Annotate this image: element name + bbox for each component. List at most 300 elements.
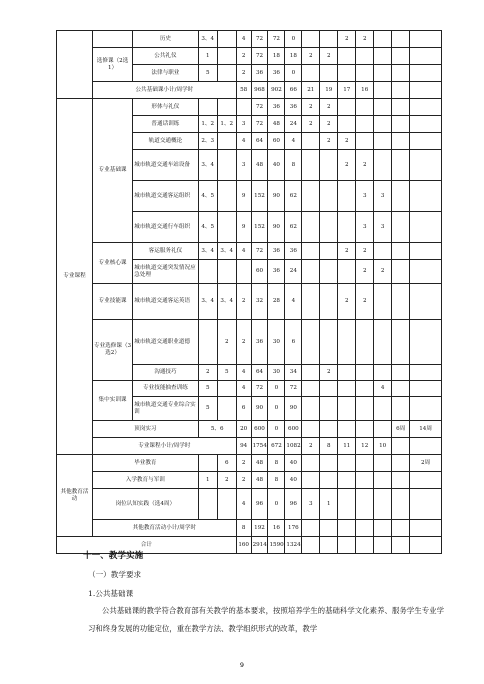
table-cell: 2	[374, 260, 392, 284]
table-cell	[374, 31, 392, 48]
table-cell: 32	[251, 284, 268, 320]
table-cell: 14周	[410, 421, 442, 438]
group-label: 其他教育活动	[57, 455, 93, 537]
group-label: 专业选修课（3选2）	[92, 320, 132, 381]
table-cell: 5	[217, 365, 236, 381]
table-cell	[374, 284, 392, 320]
table-cell: 90	[251, 397, 268, 421]
table-cell	[392, 133, 410, 150]
table-cell	[392, 48, 410, 65]
table-cell: 0	[268, 421, 285, 438]
table-cell	[338, 489, 356, 520]
table-cell	[338, 365, 356, 381]
table-cell	[392, 260, 410, 284]
table-cell	[302, 65, 320, 82]
table-cell	[410, 181, 442, 212]
table-cell	[410, 489, 442, 520]
table-cell: 2	[302, 116, 320, 133]
table-cell	[374, 455, 392, 472]
table-cell	[302, 520, 320, 537]
table-cell: 672	[268, 438, 285, 455]
table-cell: 64	[251, 365, 268, 381]
table-cell: 3、4	[217, 284, 236, 320]
table-cell	[356, 365, 374, 381]
table-cell	[374, 472, 392, 489]
course-name: 形体与礼仪	[133, 99, 199, 116]
table-cell	[302, 284, 320, 320]
table-cell: 2	[338, 243, 356, 260]
table-cell: 2	[236, 455, 251, 472]
table-cell: 40	[285, 472, 302, 489]
table-cell: 72	[268, 31, 285, 48]
table-cell: 9	[236, 212, 251, 243]
table-cell	[302, 421, 320, 438]
table-cell	[410, 48, 442, 65]
table-cell: 3	[356, 212, 374, 243]
table-cell: 0	[285, 31, 302, 48]
group-label: 专业核心课	[92, 243, 132, 284]
table-cell	[338, 472, 356, 489]
table-cell	[302, 31, 320, 48]
course-name: 客运服务礼仪	[133, 243, 199, 260]
table-cell: 2	[338, 133, 356, 150]
table-cell	[217, 48, 236, 65]
table-cell: 2、3	[198, 133, 217, 150]
table-cell: 3	[236, 150, 251, 181]
table-cell	[410, 65, 442, 82]
table-cell	[320, 520, 338, 537]
table-cell	[374, 243, 392, 260]
table-cell: 1324	[285, 537, 302, 554]
table-cell: 4、5	[198, 181, 217, 212]
table-cell	[410, 150, 442, 181]
table-cell: 0	[285, 65, 302, 82]
table-cell	[338, 397, 356, 421]
course-name: 沟通技巧	[133, 365, 199, 381]
table-cell	[356, 48, 374, 65]
table-cell: 2周	[410, 455, 442, 472]
group-label: 专业课程	[57, 99, 93, 455]
table-cell	[320, 397, 338, 421]
body-paragraph: 公共基础课的教学符合教育部有关教学的基本要求，按照培养学生的基础科学文化素养、服务学生专业学习和终身发展的功能定位，重在教学方法、教学组织形式的改革，教学	[88, 606, 444, 633]
table-cell: 8	[236, 520, 251, 537]
table-cell: 36	[268, 243, 285, 260]
table-cell: 3	[374, 181, 392, 212]
table-cell: 600	[285, 421, 302, 438]
table-cell	[392, 65, 410, 82]
table-cell	[320, 212, 338, 243]
table-cell: 96	[251, 489, 268, 520]
table-cell: 72	[251, 48, 268, 65]
table-cell	[374, 365, 392, 381]
table-cell	[356, 472, 374, 489]
table-cell: 94	[236, 438, 251, 455]
table-cell	[392, 489, 410, 520]
table-cell: 3、4	[198, 243, 217, 260]
table-cell	[392, 243, 410, 260]
table-cell	[338, 537, 356, 554]
table-cell: 36	[285, 99, 302, 116]
table-cell	[198, 260, 217, 284]
table-cell	[198, 455, 217, 472]
table-cell: 60	[268, 133, 285, 150]
section-title: 十一、教学实施	[83, 551, 144, 561]
table-row	[57, 284, 442, 320]
table-cell: 2	[236, 320, 251, 365]
table-cell	[392, 212, 410, 243]
table-cell: 36	[268, 99, 285, 116]
table-cell	[302, 537, 320, 554]
table-cell: 1	[198, 48, 217, 65]
table-cell	[374, 421, 392, 438]
table-cell: 152	[251, 181, 268, 212]
table-cell	[410, 260, 442, 284]
table-cell	[392, 397, 410, 421]
table-cell: 3	[356, 181, 374, 212]
table-cell	[217, 65, 236, 82]
course-name: 历史	[133, 31, 199, 48]
table-cell: 58	[236, 82, 251, 99]
table-cell: 48	[251, 472, 268, 489]
table-cell	[374, 99, 392, 116]
table-cell: 6	[217, 455, 236, 472]
table-cell	[374, 150, 392, 181]
table-cell	[410, 243, 442, 260]
table-cell: 1	[198, 472, 217, 489]
table-cell	[217, 181, 236, 212]
table-cell	[410, 537, 442, 554]
table-cell: 1、2	[198, 116, 217, 133]
table-cell: 600	[251, 421, 268, 438]
table-cell: 16	[268, 520, 285, 537]
table-cell: 72	[285, 381, 302, 397]
table-cell	[392, 82, 410, 99]
table-cell	[302, 381, 320, 397]
table-cell: 152	[251, 212, 268, 243]
table-cell	[236, 99, 251, 116]
table-cell	[374, 537, 392, 554]
table-cell: 4	[236, 489, 251, 520]
course-name: 城市轨道交通客运组织	[133, 181, 199, 212]
table-cell: 40	[285, 455, 302, 472]
table-cell: 2	[302, 99, 320, 116]
table-cell	[302, 181, 320, 212]
table-row	[57, 320, 442, 365]
table-cell	[302, 133, 320, 150]
table-cell	[217, 381, 236, 397]
table-cell: 2	[217, 320, 236, 365]
table-cell	[356, 421, 374, 438]
table-cell: 2	[236, 48, 251, 65]
table-cell: 72	[251, 381, 268, 397]
table-cell: 5	[198, 381, 217, 397]
table-cell	[356, 520, 374, 537]
table-cell: 64	[251, 133, 268, 150]
table-cell	[217, 397, 236, 421]
table-row	[57, 438, 442, 455]
table-cell	[410, 320, 442, 365]
table-cell	[217, 99, 236, 116]
table-cell: 4	[236, 243, 251, 260]
table-cell: 4	[374, 381, 392, 397]
table-cell: 2	[338, 150, 356, 181]
course-name: 入学教育与军训	[92, 472, 198, 489]
table-cell: 72	[251, 243, 268, 260]
table-cell: 48	[268, 116, 285, 133]
table-cell: 1082	[285, 438, 302, 455]
table-cell	[410, 397, 442, 421]
table-cell	[302, 365, 320, 381]
table-cell	[320, 260, 338, 284]
table-cell	[320, 31, 338, 48]
table-cell	[374, 133, 392, 150]
subsection-title: （一）教学要求	[88, 570, 142, 579]
table-cell	[356, 65, 374, 82]
table-cell: 90	[285, 397, 302, 421]
table-cell	[338, 455, 356, 472]
table-cell	[410, 438, 442, 455]
table-cell: 2914	[251, 537, 268, 554]
table-cell	[392, 381, 410, 397]
course-name: 专业技能抽查训练	[133, 381, 199, 397]
table-cell: 192	[251, 520, 268, 537]
course-name: 城市轨道交通专业综合实训	[133, 397, 199, 421]
table-cell: 3	[374, 212, 392, 243]
table-cell	[217, 212, 236, 243]
table-cell: 6周	[392, 421, 410, 438]
table-cell: 4、5	[198, 212, 217, 243]
table-cell	[198, 320, 217, 365]
table-cell: 2	[320, 133, 338, 150]
course-name: 城市轨道交通行车组织	[133, 212, 199, 243]
table-cell	[356, 99, 374, 116]
table-cell	[392, 537, 410, 554]
table-cell	[217, 133, 236, 150]
table-cell: 72	[251, 31, 268, 48]
table-cell	[302, 320, 320, 365]
table-row	[57, 31, 442, 48]
table-cell	[392, 150, 410, 181]
table-cell: 28	[268, 284, 285, 320]
table-cell	[338, 381, 356, 397]
table-cell: 60	[251, 260, 268, 284]
table-cell	[356, 116, 374, 133]
table-cell: 4	[285, 284, 302, 320]
table-cell: 20	[236, 421, 251, 438]
table-cell: 48	[251, 150, 268, 181]
table-cell: 2	[302, 48, 320, 65]
table-cell: 4	[285, 133, 302, 150]
table-cell: 0	[268, 489, 285, 520]
table-cell: 96	[285, 489, 302, 520]
table-cell: 4	[236, 365, 251, 381]
table-cell	[320, 284, 338, 320]
group-label: 专业基础课	[92, 99, 132, 243]
table-cell	[338, 65, 356, 82]
table-cell: 0	[268, 381, 285, 397]
table-cell: 66	[285, 82, 302, 99]
table-cell: 2	[356, 260, 374, 284]
table-row	[57, 520, 442, 537]
table-cell: 2	[320, 99, 338, 116]
table-cell	[217, 31, 236, 48]
table-cell: 62	[285, 181, 302, 212]
table-cell	[320, 472, 338, 489]
table-cell	[410, 381, 442, 397]
table-row	[57, 48, 442, 65]
table-cell: 72	[251, 116, 268, 133]
page-number: 9	[239, 661, 245, 669]
table-cell	[338, 212, 356, 243]
table-cell: 6	[285, 320, 302, 365]
table-cell: 4	[236, 31, 251, 48]
course-name: 城市轨道交通客运英语	[133, 284, 199, 320]
table-cell	[320, 181, 338, 212]
table-cell: 30	[268, 365, 285, 381]
table-cell: 3	[236, 116, 251, 133]
table-cell	[320, 243, 338, 260]
table-cell	[338, 116, 356, 133]
table-cell: 9	[236, 181, 251, 212]
table-cell	[302, 472, 320, 489]
table-cell	[410, 82, 442, 99]
table-cell: 3、4	[198, 31, 217, 48]
table-cell	[374, 48, 392, 65]
table-cell	[392, 472, 410, 489]
table-cell	[338, 421, 356, 438]
table-cell	[320, 381, 338, 397]
table-cell	[392, 320, 410, 365]
table-row	[57, 455, 442, 472]
table-cell: 0	[268, 397, 285, 421]
table-cell	[320, 65, 338, 82]
table-cell: 21	[302, 82, 320, 99]
table-cell: 1	[320, 489, 338, 520]
table-cell: 2	[236, 65, 251, 82]
subtotal-label: 其他教育活动小计/周学时	[92, 520, 236, 537]
table-cell	[410, 472, 442, 489]
table-cell: 18	[285, 48, 302, 65]
table-row	[57, 381, 442, 397]
table-cell: 24	[285, 116, 302, 133]
table-cell	[320, 320, 338, 365]
table-cell	[217, 260, 236, 284]
table-cell	[392, 365, 410, 381]
table-cell	[410, 284, 442, 320]
table-cell	[338, 48, 356, 65]
curriculum-table	[56, 30, 442, 554]
table-cell: 36	[285, 243, 302, 260]
table-cell: 2	[236, 472, 251, 489]
course-name: 公共礼仪	[133, 48, 199, 65]
course-name: 轨道交通概论	[133, 133, 199, 150]
subtotal-label: 专业课程小计/周学时	[92, 438, 236, 455]
table-cell: 2	[356, 31, 374, 48]
table-cell: 2	[198, 365, 217, 381]
table-cell: 16	[356, 82, 374, 99]
table-cell: 2	[302, 438, 320, 455]
table-cell	[410, 520, 442, 537]
table-cell	[374, 320, 392, 365]
table-cell	[302, 260, 320, 284]
table-cell	[392, 455, 410, 472]
course-name: 毕业教育	[92, 455, 198, 472]
table-cell	[320, 421, 338, 438]
course-name: 岗位认知实践（选4周）	[92, 489, 198, 520]
table-cell: 4	[236, 133, 251, 150]
table-cell	[356, 381, 374, 397]
table-cell: 40	[268, 150, 285, 181]
table-cell	[198, 489, 217, 520]
group-label: 专业技能课	[92, 284, 132, 320]
table-cell	[392, 99, 410, 116]
table-cell: 160	[236, 537, 251, 554]
table-cell	[302, 212, 320, 243]
table-cell: 6	[236, 397, 251, 421]
table-cell	[356, 537, 374, 554]
table-cell: 2	[236, 284, 251, 320]
table-cell	[302, 150, 320, 181]
table-cell: 8	[268, 455, 285, 472]
table-cell: 3、4	[198, 284, 217, 320]
table-cell: 8	[285, 150, 302, 181]
table-cell: 2	[217, 472, 236, 489]
table-row	[57, 489, 442, 520]
table-cell: 30	[268, 320, 285, 365]
table-row	[57, 99, 442, 116]
total-label: 合计	[57, 537, 237, 554]
table-cell: 36	[268, 65, 285, 82]
table-cell	[302, 397, 320, 421]
group-label: 选修课（2选1）	[92, 48, 132, 82]
table-cell: 36	[268, 260, 285, 284]
table-cell: 2	[320, 116, 338, 133]
table-cell: 19	[320, 82, 338, 99]
table-cell	[356, 489, 374, 520]
table-cell	[217, 150, 236, 181]
table-cell	[374, 116, 392, 133]
table-cell: 8	[268, 472, 285, 489]
table-cell	[410, 99, 442, 116]
table-cell: 176	[285, 520, 302, 537]
table-row	[57, 421, 442, 438]
table-cell	[320, 150, 338, 181]
table-cell: 5	[198, 397, 217, 421]
table-cell	[356, 133, 374, 150]
course-name: 普通话训练	[133, 116, 199, 133]
subtotal-label: 公共基础课小计/周学时	[92, 82, 236, 99]
course-name: 城市轨道交通车站设备	[133, 150, 199, 181]
table-cell	[374, 82, 392, 99]
table-cell: 2	[320, 48, 338, 65]
table-cell: 2	[320, 365, 338, 381]
table-cell	[410, 31, 442, 48]
table-cell: 17	[338, 82, 356, 99]
table-cell: 36	[251, 65, 268, 82]
course-name: 顶岗实习	[92, 421, 198, 438]
table-cell	[392, 284, 410, 320]
table-row	[57, 243, 442, 260]
table-cell	[338, 99, 356, 116]
table-cell	[356, 320, 374, 365]
table-cell	[356, 455, 374, 472]
table-cell	[356, 397, 374, 421]
table-cell: 18	[268, 48, 285, 65]
table-cell	[198, 99, 217, 116]
table-cell	[392, 116, 410, 133]
table-cell: 3	[302, 489, 320, 520]
table-row	[57, 472, 442, 489]
